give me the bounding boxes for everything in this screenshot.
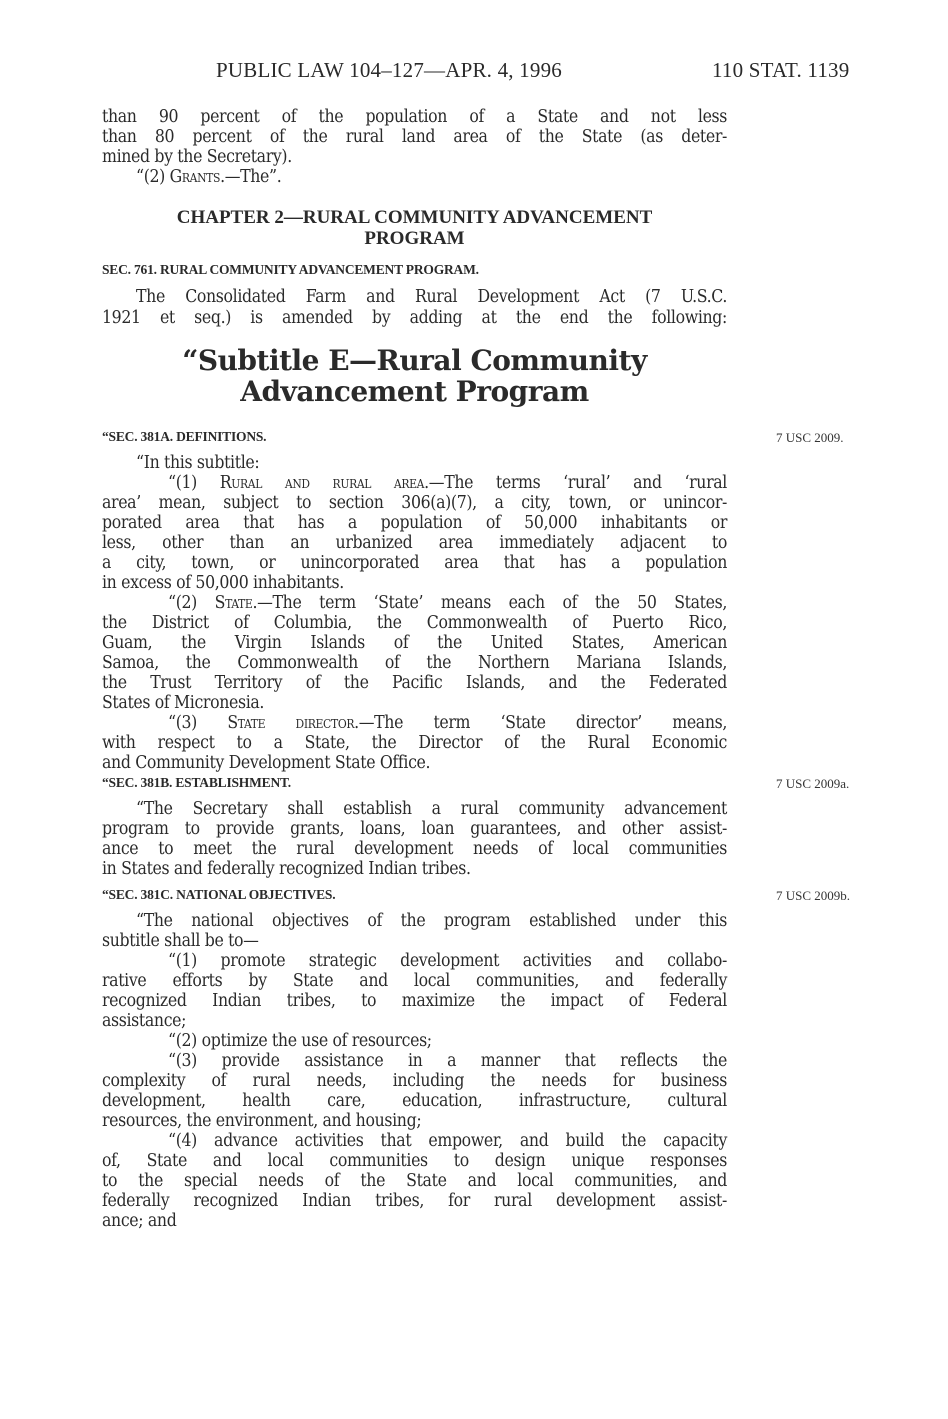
definition-caption: State (214, 593, 253, 613)
text-line: recognized Indian tribes, to maximize the impact of Federal (102, 991, 727, 1011)
text-line: than 80 percent of the rural land area of the State (as deter- (102, 127, 727, 147)
definition-1-first-line (168, 473, 727, 493)
text-line: ance to meet the rural development needs of local communities (102, 839, 727, 859)
chapter-heading-line1: CHAPTER 2—RURAL COMMUNITY ADVANCEMENT (176, 207, 653, 228)
text-line: program to provide grants, loans, loan guarantees, and other assist- (102, 819, 727, 839)
text-line: a city, town, or unincorporated area that has a population (102, 553, 727, 573)
text-line: area’ mean, subject to section 306(a)(7), a city, town, or unincor- (102, 493, 727, 513)
margin-citation: 7 USC 2009b. (776, 888, 851, 903)
objective-1-line: “(1) promote strategic development activities and collabo- (168, 951, 727, 971)
section-381b-heading: “SEC. 381B. ESTABLISHMENT. (102, 775, 291, 790)
text-line: mined by the Secretary). (102, 147, 292, 167)
text-line: “The Secretary shall establish a rural community advancement (136, 799, 727, 819)
text-line: rative efforts by State and local communities, and federally (102, 971, 727, 991)
definition-text: .—The term ‘State director’ means, (354, 713, 727, 733)
text-line: than 90 percent of the population of a State and not less (102, 107, 727, 127)
subtitle-heading-line2: Advancement Program (240, 375, 589, 408)
text-line: of, State and local communities to design unique responses (102, 1151, 727, 1171)
text-line: the District of Columbia, the Commonwealth of Puerto Rico, (102, 613, 727, 633)
text-line: to the special needs of the State and local communities, and (102, 1171, 727, 1191)
running-head-title: PUBLIC LAW 104–127—APR. 4, 1996 (216, 58, 562, 82)
grants-caption: Grants (169, 167, 221, 187)
definition-number: “(2) (168, 593, 215, 613)
text-line: The Consolidated Farm and Rural Development Act (7 U.S.C. (136, 287, 727, 307)
text-line: less, other than an urbanized area immediately adjacent to (102, 533, 727, 553)
section-761-heading: SEC. 761. RURAL COMMUNITY ADVANCEMENT PROGRAM. (102, 262, 479, 277)
objective-2-line: “(2) optimize the use of resources; (168, 1031, 432, 1051)
text-line: in States and federally recognized Indian tribes. (102, 859, 471, 879)
page-number: 110 STAT. 1139 (712, 58, 850, 82)
chapter-heading (102, 207, 727, 249)
text-line: States of Micronesia. (102, 693, 265, 713)
text-line: in excess of 50,000 inhabitants. (102, 573, 344, 593)
text-line: and Community Development State Office. (102, 753, 431, 773)
definition-text: .—The term ‘State’ means each of the 50 States, (252, 593, 727, 613)
chapter-heading-line2: PROGRAM (364, 228, 465, 249)
definition-2-first-line (168, 593, 727, 613)
margin-citation: 7 USC 2009. (776, 430, 844, 445)
text-line: “The national objectives of the program established under this (136, 911, 727, 931)
grants-suffix: .—The”. (220, 167, 282, 187)
text-line: federally recognized Indian tribes, for rural development assist- (102, 1191, 727, 1211)
text-line: Samoa, the Commonwealth of the Northern Mariana Islands, (102, 653, 727, 673)
margin-citation: 7 USC 2009a. (776, 776, 850, 791)
subtitle-heading-line1: “Subtitle E—Rural Community (182, 344, 647, 377)
definition-3-first-line (168, 713, 727, 733)
text-line: complexity of rural needs, including the needs for business (102, 1071, 727, 1091)
text-line: development, health care, education, infrastructure, cultural (102, 1091, 727, 1111)
text-line: assistance; (102, 1011, 187, 1031)
text-line: with respect to a State, the Director of the Rural Economic (102, 733, 727, 753)
definition-caption: Rural and rural area (219, 473, 425, 493)
objective-4-line: “(4) advance activities that empower, and build the capacity (168, 1131, 727, 1151)
text-line: ance; and (102, 1211, 177, 1231)
definition-text: .—The terms ‘rural’ and ‘rural (424, 473, 727, 493)
grants-line (136, 167, 727, 187)
section-381a-heading: “SEC. 381A. DEFINITIONS. (102, 429, 267, 444)
text-line: “In this subtitle: (136, 453, 260, 473)
subtitle-heading (102, 345, 727, 407)
text-line: porated area that has a population of 50,000 inhabitants or (102, 513, 727, 533)
grants-prefix: “(2) (136, 167, 170, 187)
text-line: subtitle shall be to— (102, 931, 259, 951)
definition-number: “(1) (168, 473, 220, 493)
objective-3-line: “(3) provide assistance in a manner that reflects the (168, 1051, 727, 1071)
text-line: the Trust Territory of the Pacific Islands, and the Federated (102, 673, 727, 693)
text-line: resources, the environment, and housing; (102, 1111, 422, 1131)
text-line: 1921 et seq.) is amended by adding at the end the following: (102, 308, 727, 328)
definition-caption: State director (227, 713, 355, 733)
section-381c-heading: “SEC. 381C. NATIONAL OBJECTIVES. (102, 887, 336, 902)
text-line: Guam, the Virgin Islands of the United States, American (102, 633, 727, 653)
definition-number: “(3) (168, 713, 228, 733)
